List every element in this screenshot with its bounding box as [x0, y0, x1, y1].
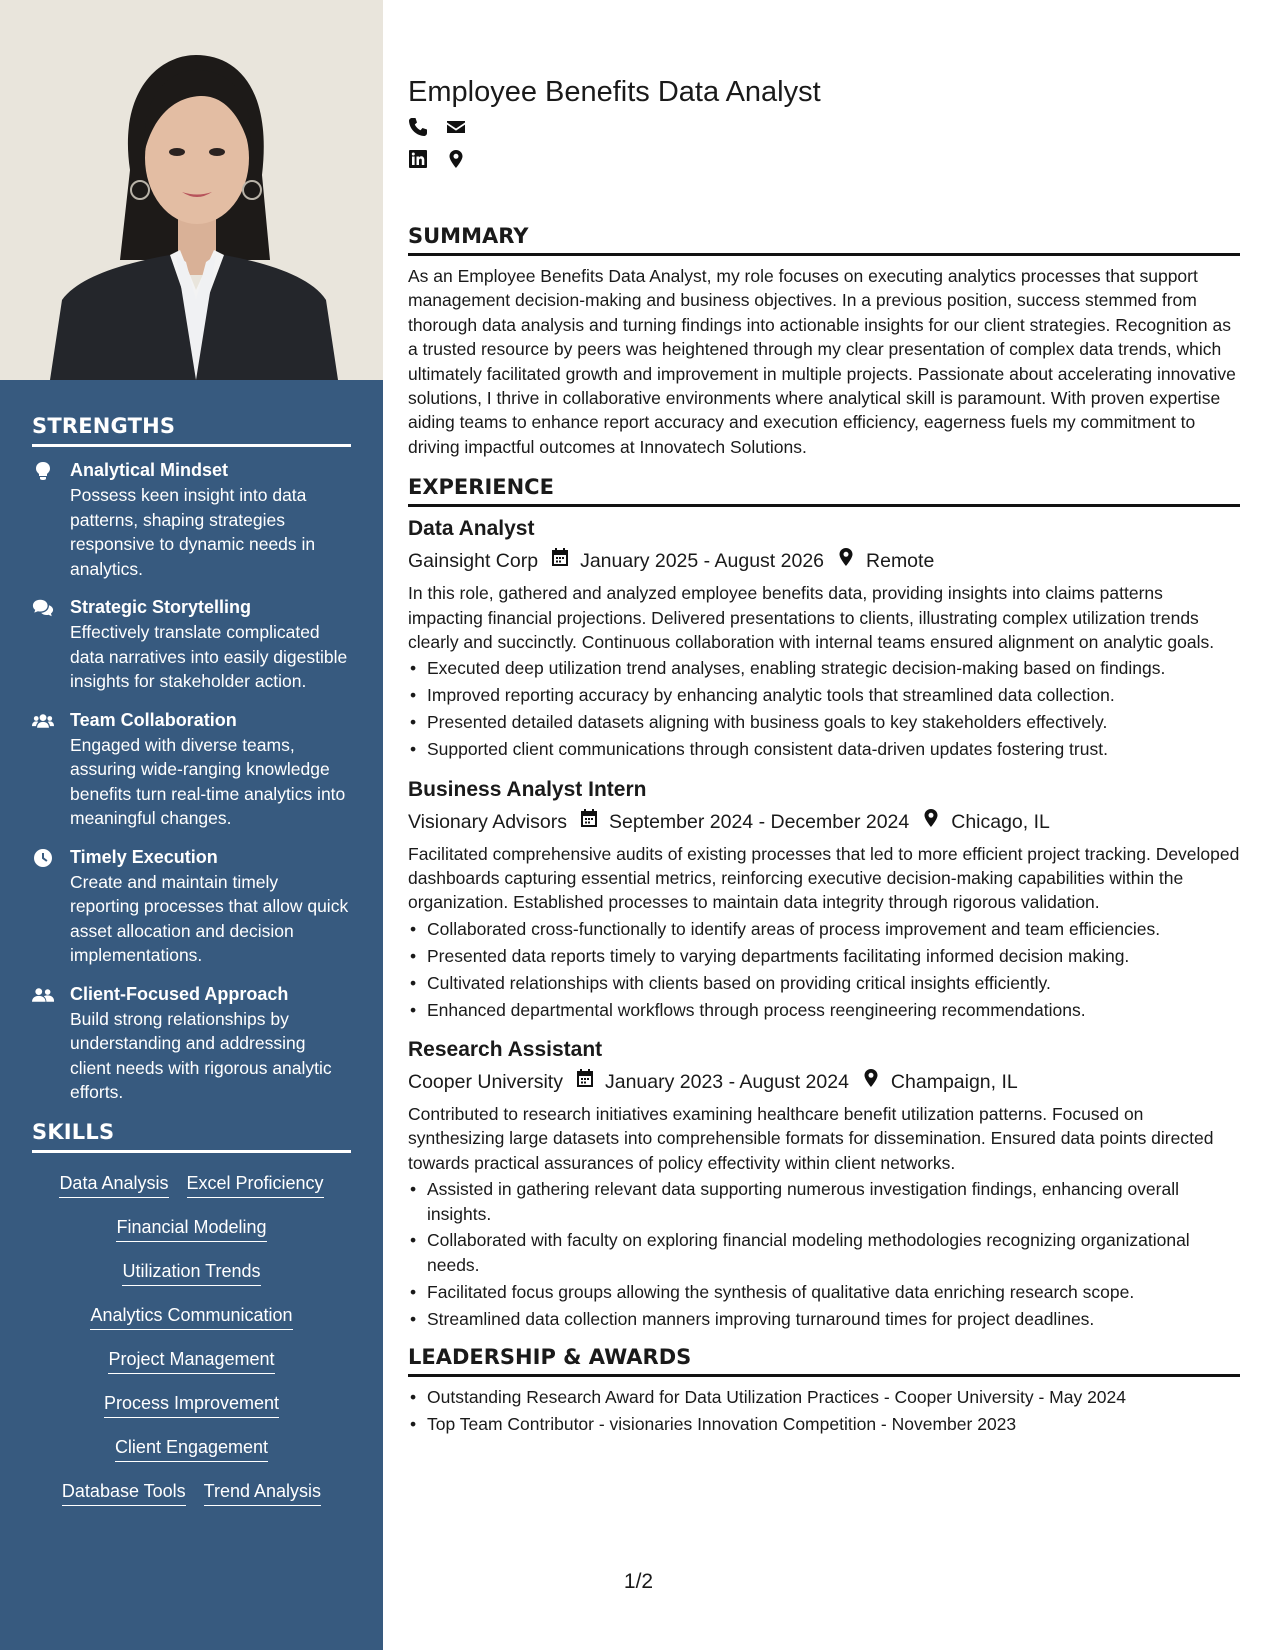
strength-item [32, 709, 351, 831]
job-bullets [408, 917, 1240, 1022]
job-meta [408, 1068, 1240, 1096]
bullet-item: • Presented data reports timely to varying departments facilitating informed decision making. [408, 944, 1240, 968]
strength-description: Create and maintain timely reporting processes that allow quick asset allocation and decision implementations. [70, 871, 349, 965]
page-number-text: 1/2 [623, 1570, 654, 1593]
job-meta [408, 547, 1240, 575]
sidebar [0, 0, 383, 1650]
calendar-icon [538, 547, 580, 575]
skill-tag: Financial Modeling [116, 1215, 266, 1242]
strength-item [32, 983, 351, 1105]
main-content [408, 0, 1240, 1439]
award-item: • Outstanding Research Award for Data Utilization Practices - Cooper University - May 2024 [408, 1385, 1240, 1409]
strength-description: Effectively translate complicated data narratives into easily digestible insights for stakeholder action. [70, 622, 348, 691]
job-title: Data Analyst [408, 517, 535, 541]
award-item: • Top Team Contributor - visionaries Innovation Competition - November 2023 [408, 1412, 1240, 1436]
leadership-heading: LEADERSHIP & AWARDS [408, 1345, 1240, 1377]
job-dates: September 2024 - December 2024 [608, 810, 910, 833]
skill-tag: Data Analysis [59, 1171, 168, 1198]
job-entry [408, 515, 1240, 761]
job-entry [408, 776, 1240, 1022]
skill-row [32, 1215, 351, 1242]
job-dates: January 2025 - August 2026 [580, 550, 825, 573]
strength-description: Engaged with diverse teams, assuring wide-ranging knowledge benefits turn real-time analytics into meaningful changes. [70, 734, 346, 828]
job-description: Facilitated comprehensive audits of existing processes that led to more efficient project tracking. Developed dashboards capturing essential metrics, reinforcing executive decision-making capabilities within the organization. Established processes to maintain data integrity through rigorous validation. [408, 843, 1240, 913]
job-location: Champaign, IL [890, 1070, 1018, 1093]
skills-heading: SKILLS [32, 1120, 351, 1153]
bullet-item: • Facilitated focus groups allowing the synthesis of qualitative data enriching research scope. [408, 1280, 1240, 1304]
calendar-icon [563, 1068, 605, 1096]
summary-section [408, 224, 1240, 459]
strengths-heading: STRENGTHS [32, 414, 351, 447]
skill-row [32, 1391, 351, 1418]
bullet-item: • Executed deep utilization trend analyses, enabling strategic decision-making based on findings. [408, 656, 1240, 680]
clock-icon [32, 846, 70, 968]
linkedin-icon[interactable] [408, 149, 428, 174]
bullet-item: • Collaborated cross-functionally to identify areas of process improvement and team efficiencies. [408, 917, 1240, 941]
strength-title: Timely Execution [70, 846, 218, 867]
skill-tag: Process Improvement [104, 1391, 279, 1418]
calendar-icon [567, 808, 609, 836]
skill-tag: Excel Proficiency [187, 1171, 324, 1198]
comments-icon [32, 596, 70, 694]
skill-tag: Client Engagement [115, 1435, 268, 1462]
strengths-section [0, 414, 383, 1105]
experience-heading: EXPERIENCE [408, 475, 1240, 507]
skill-row [32, 1435, 351, 1462]
strength-item [32, 596, 351, 694]
profile-photo [0, 0, 383, 380]
skill-tag: Project Management [108, 1347, 274, 1374]
skill-row [32, 1171, 351, 1198]
company-name: Visionary Advisors [408, 810, 567, 833]
experience-section [408, 475, 1240, 1331]
phone-icon[interactable] [408, 117, 428, 142]
job-title: Business Analyst Intern [408, 777, 647, 801]
bullet-item: • Enhanced departmental workflows through process reengineering recommendations. [408, 998, 1240, 1022]
skill-tag: Trend Analysis [204, 1479, 321, 1506]
lightbulb-icon [32, 459, 70, 581]
job-bullets [408, 1177, 1240, 1331]
bullet-item: • Presented detailed datasets aligning with business goals to key stakeholders effectively. [408, 710, 1240, 734]
leadership-section [408, 1345, 1240, 1436]
skill-row [32, 1347, 351, 1374]
skill-tag: Utilization Trends [122, 1259, 260, 1286]
strength-title: Team Collaboration [70, 709, 237, 730]
strength-title: Client-Focused Approach [70, 983, 289, 1004]
strength-item [32, 846, 351, 968]
skills-section [0, 1120, 383, 1506]
job-description: Contributed to research initiatives examining healthcare benefit utilization patterns. Focused on synthesizing large datasets into comprehensible formats for dissemination. Ensured data points directed towards practical assurances of policy effectivity within client networks. [408, 1103, 1214, 1173]
job-title: Research Assistant [408, 1037, 603, 1061]
job-location: Chicago, IL [951, 810, 1050, 833]
strength-description: Possess keen insight into data patterns, shaping strategies responsive to dynamic needs in analytics. [70, 485, 316, 579]
user-friends-icon [32, 983, 70, 1105]
bullet-item: • Cultivated relationships with clients based on providing critical insights efficiently. [408, 971, 1240, 995]
bullet-item: • Supported client communications through consistent data-driven updates fostering trust. [408, 737, 1240, 761]
skill-row [32, 1303, 351, 1330]
summary-text: As an Employee Benefits Data Analyst, my role focuses on executing analytics processes that support management decision-making and business objectives. In a previous position, success stemmed from thorough data analysis and turning findings into actionable insights for our client strategies. Recognition as a trusted resource by peers was heightened through my clear presentation of complex data trends, which ultimately facilitated growth and improvement in multiple projects. Passionate about accelerating innovative solutions, I thrive in collaborative environments where analytical skill is paramount. With proven expertise aiding teams to enhance report accuracy and execution efficiency, eagerness fuels my commitment to driving impactful outcomes at Innovatech Solutions. [408, 266, 1236, 457]
summary-heading: SUMMARY [408, 224, 1240, 256]
skill-tag: Analytics Communication [90, 1303, 292, 1330]
map-marker-icon[interactable] [446, 149, 466, 174]
skill-row [32, 1479, 351, 1506]
job-dates: January 2023 - August 2024 [604, 1070, 849, 1093]
map-marker-icon [849, 1068, 891, 1096]
bullet-item: • Assisted in gathering relevant data supporting numerous investigation findings, enhancing overall insights. [408, 1177, 1240, 1226]
strength-title: Strategic Storytelling [70, 597, 252, 617]
job-meta [408, 808, 1240, 836]
candidate-name: Employee Benefits Data Analyst [408, 76, 821, 108]
contact-row [408, 118, 1240, 140]
envelope-icon[interactable] [446, 117, 466, 142]
map-marker-icon [909, 808, 951, 836]
job-entry [408, 1036, 1240, 1331]
skill-row [32, 1259, 351, 1286]
contact-row [408, 150, 1240, 172]
company-name: Gainsight Corp [408, 550, 539, 573]
skill-tag: Database Tools [62, 1479, 186, 1506]
bullet-item: • Improved reporting accuracy by enhancing analytic tools that streamlined data collection. [408, 683, 1240, 707]
strength-item [32, 459, 351, 581]
awards-list [408, 1385, 1240, 1436]
bullet-item: • Collaborated with faculty on exploring financial modeling methodologies recognizing organizational needs. [408, 1228, 1240, 1277]
strength-title: Analytical Mindset [70, 460, 229, 480]
job-description: In this role, gathered and analyzed employee benefits data, providing insights into claims patterns impacting financial projections. Delivered presentations to clients, illustrating complex utilization trends clearly and succinctly. Continuous collaboration with internal teams ensured alignment on analytic goals. [408, 583, 1215, 653]
strength-description: Build strong relationships by understanding and addressing client needs with rigorous analytic efforts. [70, 1008, 332, 1102]
job-bullets [408, 656, 1240, 761]
job-location: Remote [866, 550, 935, 573]
page-number [0, 1570, 1275, 1594]
company-name: Cooper University [408, 1070, 563, 1093]
bullet-item: • Streamlined data collection manners improving turnaround times for project deadlines. [408, 1307, 1240, 1331]
map-marker-icon [824, 547, 866, 575]
users-icon [32, 709, 70, 831]
